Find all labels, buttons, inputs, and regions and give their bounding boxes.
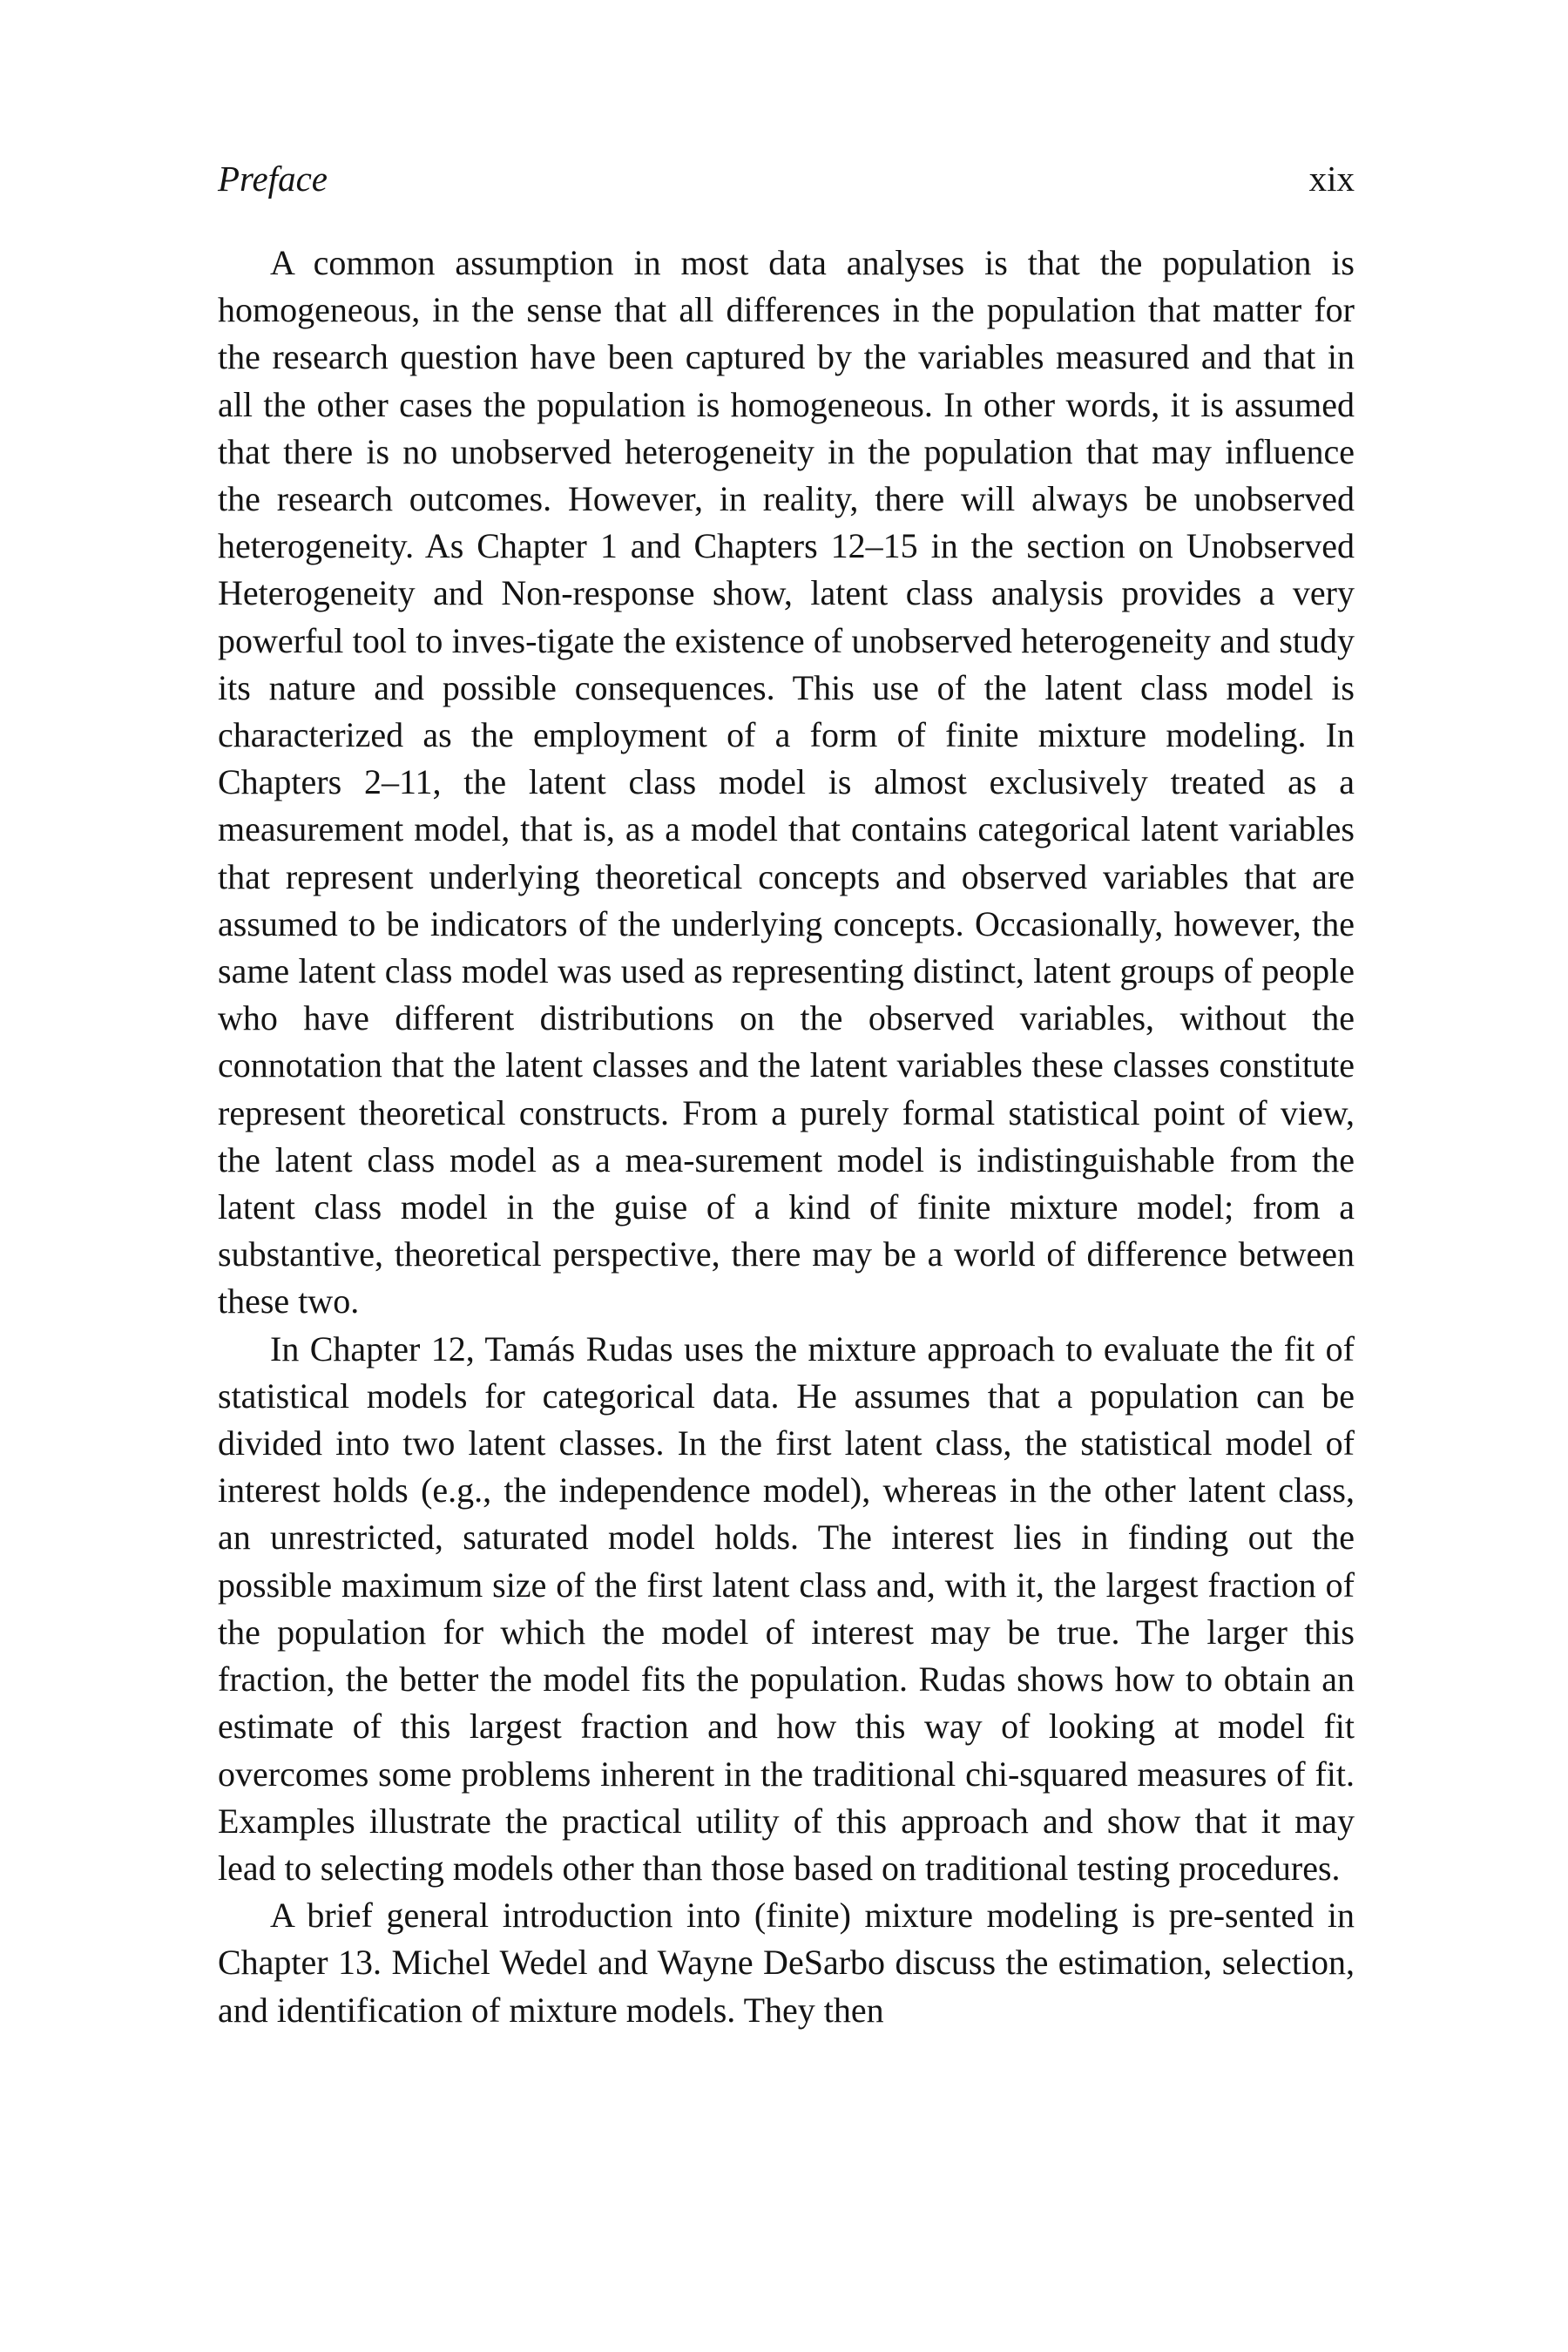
- running-head: [218, 152, 1355, 205]
- page-number: xix: [1308, 159, 1355, 199]
- body-text: [218, 240, 1355, 2034]
- paragraph-chapter-12-rudas: In Chapter 12, Tamás Rudas uses the mixture approach to evaluate the fit of statistical models for categorical data. He assumes that a population can be divided into two latent classes. In the first latent class, the statistical model of interest holds (e.g., the independence model), whereas in the other latent class, an unrestricted, saturated model holds. The interest lies in finding out the possible maximum size of the first latent class and, with it, the largest fraction of the population for which the model of interest may be true. The larger this fraction, the better the model fits the population. Rudas shows how to obtain an estimate of this largest fraction and how this way of looking at model fit overcomes some problems inherent in the traditional chi-squared measures of fit. Examples illustrate the practical utility of this approach and show that it may lead to selecting models other than those based on traditional testing procedures.: [218, 1328, 1355, 1888]
- paragraph-unobserved-heterogeneity: A common assumption in most data analyses is that the population is homogeneous, in the sense that all differences in the population that matter for the research question have been captured by the variables measured and that in all the other cases the population is homogeneous. In other words, it is assumed that there is no unobserved heterogeneity in the population that may influence the research outcomes. However, in reality, there will always be unobserved heterogeneity. As Chapter 1 and Chapters 12–15 in the section on Unobserved Heterogeneity and Non-response show, latent class analysis provides a very powerful tool to inves-tigate the existence of unobserved heterogeneity and study its nature and possible consequences. This use of the latent class model is characterized as the employment of a form of finite mixture modeling. In Chapters 2–11, the latent class model is almost exclusively treated as a measurement model, that is, as a model that contains categorical latent variables that represent underlying theoretical concepts and observed variables that are assumed to be indicators of the underlying concepts. Occasionally, however, the same latent class model was used as representing distinct, latent groups of people who have different distributions on the observed variables, without the connotation that the latent classes and the latent variables these classes constitute represent theoretical constructs. From a purely formal statistical point of view, the latent class model as a mea-surement model is indistinguishable from the latent class model in the guise of a kind of finite mixture model; from a substantive, theoretical perspective, there may be a world of difference between these two.: [218, 243, 1355, 1321]
- book-page: [218, 152, 1355, 2034]
- running-title: Preface: [218, 159, 328, 199]
- paragraph-chapter-13-mixture-modeling: A brief general introduction into (finite) mixture modeling is pre-sented in Chapter 13. Michel Wedel and Wayne DeSarbo discuss the estimation, selection, and identification of mixture models. They then: [218, 1896, 1355, 2030]
